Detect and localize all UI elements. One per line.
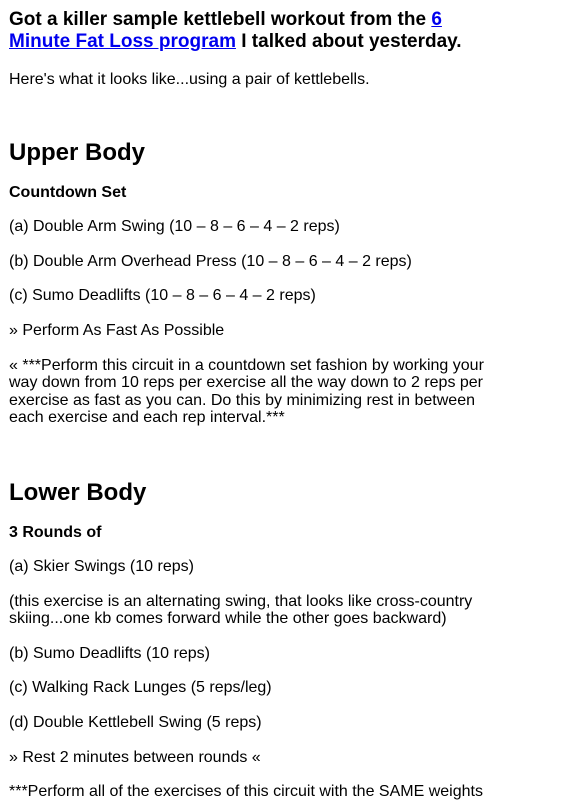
lower-rest-note: » Rest 2 minutes between rounds « xyxy=(9,748,261,766)
intro-text-after: I talked about yesterday. xyxy=(235,31,462,52)
upper-body-subheading: Countdown Set xyxy=(9,183,127,201)
lower-exercise-a: (a) Skier Swings (10 reps) xyxy=(9,558,194,576)
lower-body-subheading: 3 Rounds of xyxy=(9,523,102,541)
lead-paragraph: Here's what it looks like...using a pair of kettlebells. xyxy=(9,71,370,88)
program-link[interactable]: 6 Minute Fat Loss program xyxy=(9,9,442,52)
lower-exercise-b: (b) Sumo Deadlifts (10 reps) xyxy=(9,644,210,662)
upper-exercise-b: (b) Double Arm Overhead Press (10 – 8 – 6 – 4 – 2 reps) xyxy=(9,252,412,270)
upper-circuit-note: « ***Perform this circuit in a countdown set fashion by working your way down from 10 reps per exercise all the way down to 2 reps per exercise as fast as you can. Do this by minimizing rest in between each exercise and each rep interval.*** xyxy=(9,356,484,427)
lower-exercise-d: (d) Double Kettlebell Swing (5 reps) xyxy=(9,713,262,731)
lower-body-heading: Lower Body xyxy=(9,478,147,506)
upper-body-heading: Upper Body xyxy=(9,138,146,166)
article-content xyxy=(9,0,499,801)
lower-exercise-c: (c) Walking Rack Lunges (5 reps/leg) xyxy=(9,679,272,697)
intro-paragraph xyxy=(9,0,499,53)
upper-exercise-c: (c) Sumo Deadlifts (10 – 8 – 6 – 4 – 2 reps) xyxy=(9,287,316,305)
lower-exercise-a-note: (this exercise is an alternating swing, that looks like cross-country skiing...one kb comes forward while the other goes backward) xyxy=(9,592,473,628)
lower-circuit-note: ***Perform all of the exercises of this circuit with the SAME weights xyxy=(9,783,483,801)
upper-exercise-a: (a) Double Arm Swing (10 – 8 – 6 – 4 – 2 reps) xyxy=(9,218,340,236)
intro-text-before: Got a killer sample kettlebell workout from the xyxy=(9,9,432,30)
upper-pace-note: » Perform As Fast As Possible xyxy=(9,321,225,339)
